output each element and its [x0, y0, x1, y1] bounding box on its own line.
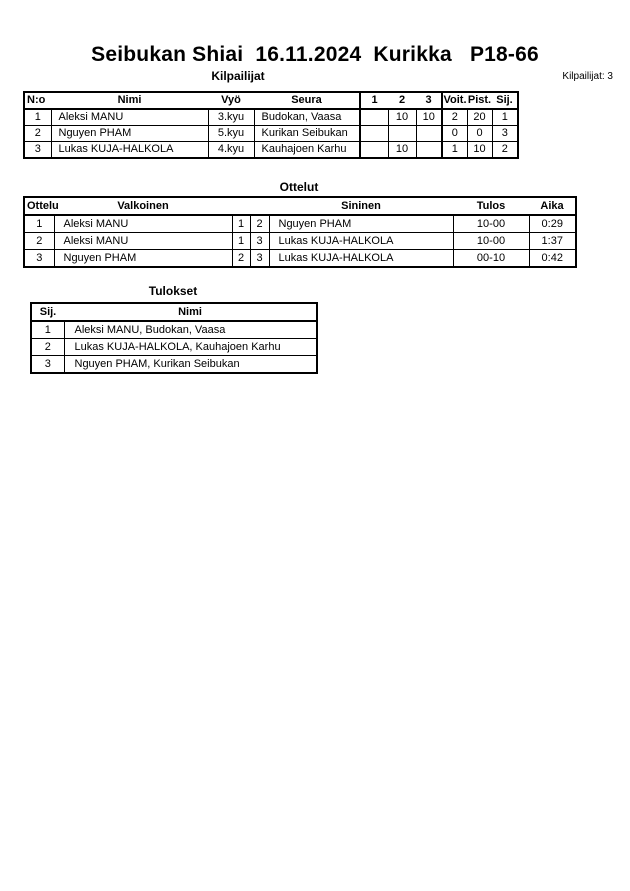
table-row [31, 356, 317, 374]
cell-valkoinen: Aleksi MANU [54, 215, 232, 233]
cell-voit: 1 [442, 142, 467, 159]
tulokset-header-row [31, 303, 317, 321]
col-header-aika: Aika [529, 197, 576, 215]
cell-round2: 10 [388, 142, 416, 159]
cell-pist: 10 [467, 142, 492, 159]
col-header-no: N:o [24, 92, 51, 109]
col-header-voit: Voit. [442, 92, 467, 109]
cell-seura: Budokan, Vaasa [254, 109, 360, 126]
kilpailijat-header-row [24, 92, 518, 109]
cell-no: 3 [24, 142, 51, 159]
cell-blue-no: 2 [250, 215, 269, 233]
competitors-count: Kilpailijat: 3 [562, 71, 613, 82]
cell-tulos: 00-10 [453, 250, 529, 268]
table-row [24, 109, 518, 126]
table-row [24, 215, 576, 233]
cell-nimi: Nguyen PHAM [51, 126, 208, 142]
cell-voit: 2 [442, 109, 467, 126]
cell-pist: 0 [467, 126, 492, 142]
cell-seura: Kauhajoen Karhu [254, 142, 360, 159]
col-header-nimi: Nimi [51, 92, 208, 109]
cell-sininen: Nguyen PHAM [269, 215, 453, 233]
col-header-blank2 [250, 197, 269, 215]
cell-sij: 2 [492, 142, 518, 159]
cell-pist: 20 [467, 109, 492, 126]
cell-aika: 1:37 [529, 233, 576, 250]
cell-no: 1 [24, 109, 51, 126]
cell-no: 2 [24, 126, 51, 142]
col-header-seura: Seura [254, 92, 360, 109]
col-header-blank1 [232, 197, 250, 215]
cell-round1 [360, 142, 388, 159]
col-header-round1: 1 [360, 92, 388, 109]
cell-vyo: 5.kyu [208, 126, 254, 142]
cell-white-no: 1 [232, 233, 250, 250]
cell-voit: 0 [442, 126, 467, 142]
cell-ottelu: 2 [24, 233, 54, 250]
col-header-round3: 3 [416, 92, 442, 109]
page-title: Seibukan Shiai 16.11.2024 Kurikka P18-66 [91, 43, 539, 66]
cell-aika: 0:29 [529, 215, 576, 233]
section-title-ottelut: Ottelut [279, 180, 319, 194]
cell-round3: 10 [416, 109, 442, 126]
cell-tulos: 10-00 [453, 215, 529, 233]
cell-nimi: Lukas KUJA-HALKOLA [51, 142, 208, 159]
cell-sij: 2 [31, 339, 64, 356]
col-header-ottelu: Ottelu [24, 197, 54, 215]
col-header-tulos: Tulos [453, 197, 529, 215]
cell-valkoinen: Aleksi MANU [54, 233, 232, 250]
table-row [24, 233, 576, 250]
cell-tulos: 10-00 [453, 233, 529, 250]
kilpailijat-table [23, 91, 519, 159]
cell-nimi: Aleksi MANU, Budokan, Vaasa [64, 321, 317, 339]
cell-round2 [388, 126, 416, 142]
section-title-kilpailijat: Kilpailijat [211, 69, 265, 83]
cell-ottelu: 1 [24, 215, 54, 233]
table-row [24, 126, 518, 142]
col-header-nimi: Nimi [64, 303, 317, 321]
cell-round3 [416, 126, 442, 142]
cell-blue-no: 3 [250, 250, 269, 268]
col-header-vyo: Vyö [208, 92, 254, 109]
col-header-sininen: Sininen [269, 197, 453, 215]
ottelut-header-row [24, 197, 576, 215]
col-header-pist: Pist. [467, 92, 492, 109]
tulokset-table [30, 302, 318, 374]
cell-vyo: 4.kyu [208, 142, 254, 159]
cell-nimi: Lukas KUJA-HALKOLA, Kauhajoen Karhu [64, 339, 317, 356]
cell-sij: 3 [31, 356, 64, 374]
cell-round1 [360, 126, 388, 142]
cell-sij: 1 [492, 109, 518, 126]
cell-round3 [416, 142, 442, 159]
cell-sij: 1 [31, 321, 64, 339]
cell-seura: Kurikan Seibukan [254, 126, 360, 142]
cell-sininen: Lukas KUJA-HALKOLA [269, 250, 453, 268]
cell-aika: 0:42 [529, 250, 576, 268]
col-header-sij: Sij. [31, 303, 64, 321]
cell-round1 [360, 109, 388, 126]
table-row [31, 321, 317, 339]
cell-round2: 10 [388, 109, 416, 126]
cell-vyo: 3.kyu [208, 109, 254, 126]
cell-white-no: 2 [232, 250, 250, 268]
cell-valkoinen: Nguyen PHAM [54, 250, 232, 268]
section-title-tulokset: Tulokset [148, 284, 198, 298]
cell-sininen: Lukas KUJA-HALKOLA [269, 233, 453, 250]
table-row [24, 142, 518, 159]
cell-nimi: Nguyen PHAM, Kurikan Seibukan [64, 356, 317, 374]
cell-blue-no: 3 [250, 233, 269, 250]
col-header-sij: Sij. [492, 92, 518, 109]
col-header-valkoinen: Valkoinen [54, 197, 232, 215]
col-header-round2: 2 [388, 92, 416, 109]
cell-nimi: Aleksi MANU [51, 109, 208, 126]
cell-sij: 3 [492, 126, 518, 142]
ottelut-table [23, 196, 577, 268]
cell-white-no: 1 [232, 215, 250, 233]
table-row [31, 339, 317, 356]
cell-ottelu: 3 [24, 250, 54, 268]
table-row [24, 250, 576, 268]
